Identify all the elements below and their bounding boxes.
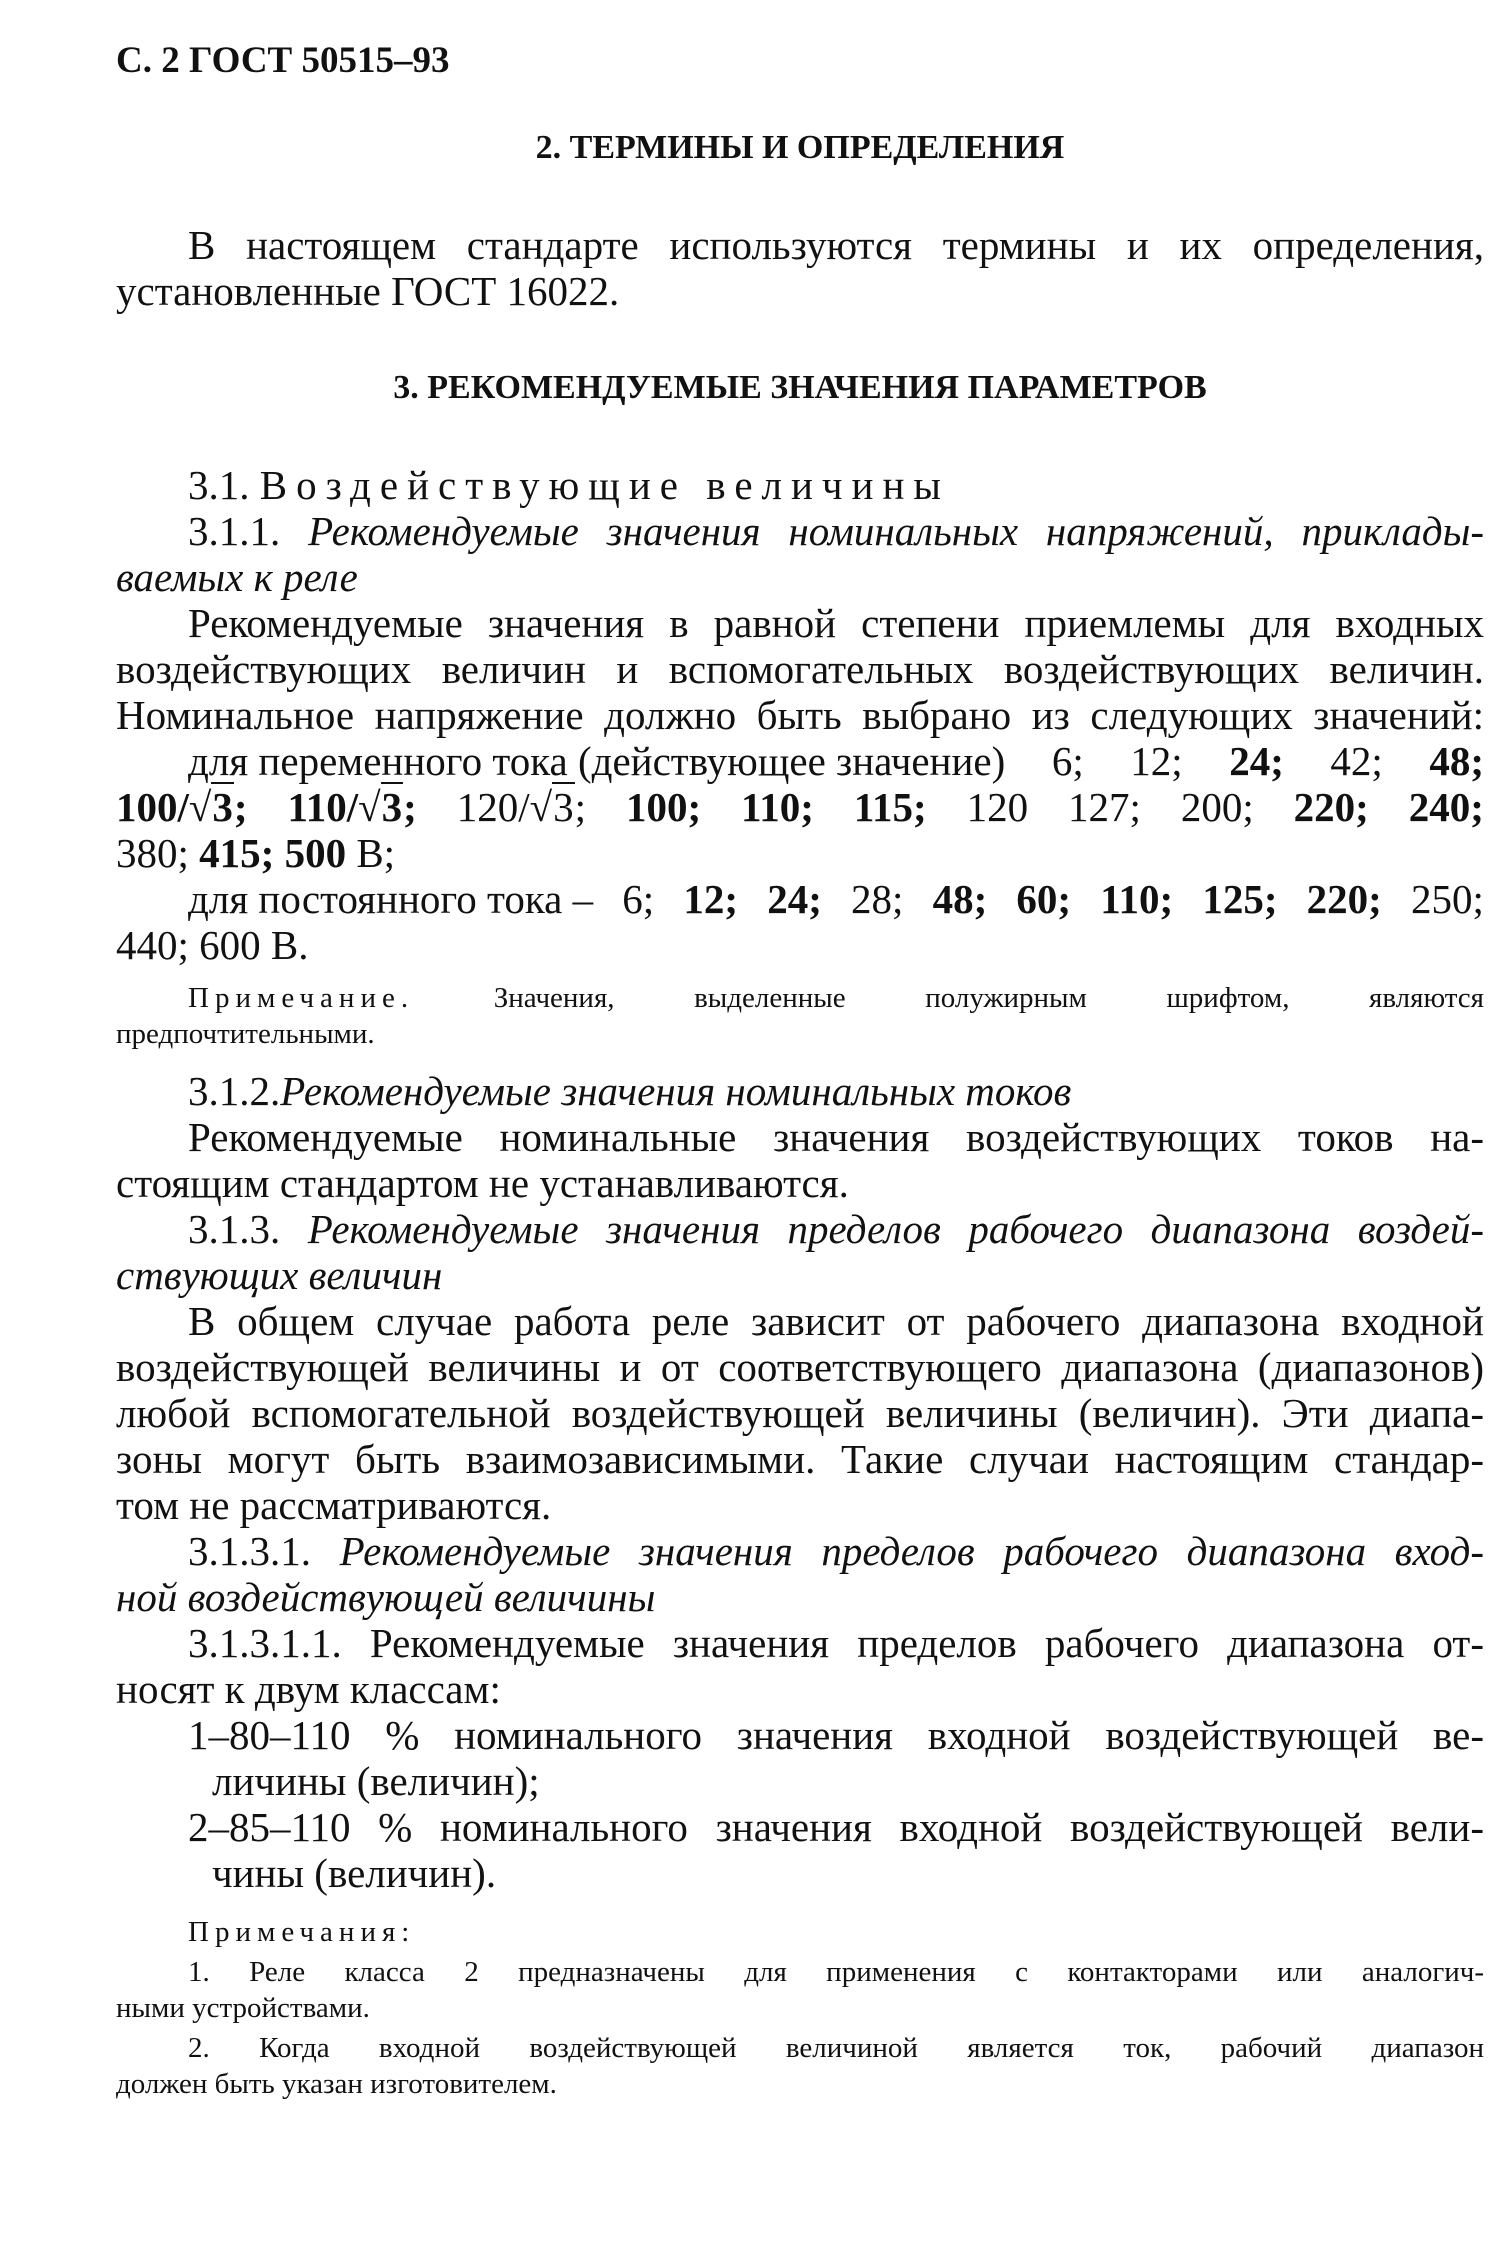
paragraph-line: Рекомендуемые значения в равной степени приемлемы для входных [188, 600, 1484, 646]
subsection-title-cont: ваемых к реле [116, 554, 358, 600]
value-preferred: 24; [767, 876, 822, 922]
notes-label: Примечания: [188, 1916, 416, 1948]
paragraph-line: зоны могут быть взаимозависимыми. Такие случаи настоящим стандар- [116, 1436, 1484, 1482]
value: 127; [1068, 784, 1141, 830]
value-preferred: 415; [199, 830, 275, 876]
note-label: Примечание. [188, 982, 415, 1014]
paragraph-line: Номинальное напряжение должно быть выбрано из следующих значений: [116, 692, 1484, 738]
unit: В; [356, 830, 396, 876]
note-line: должен быть указан изготовителем. [116, 2068, 557, 2100]
subsection-number: 3.1.3.1. [188, 1528, 311, 1574]
subsection-title: Рекомендуемые значения номинальных токов [280, 1068, 1072, 1114]
value: 120 [966, 784, 1029, 830]
section-2-text-line: В настоящем стандарте используются термины и их определения, [188, 222, 1484, 268]
paragraph-line: В общем случае работа реле зависит от рабочего диапазона входной [188, 1298, 1484, 1344]
subsection-3-1-heading [188, 462, 1484, 509]
value-preferred: 125; [1202, 876, 1278, 922]
value: 6; [622, 876, 655, 922]
value: 42; [1330, 738, 1383, 784]
value: 120/√3; [456, 784, 587, 830]
page-header: С. 2 ГОСТ 50515–93 [116, 40, 450, 81]
value-preferred: 500 [284, 830, 347, 876]
value: 6; [1051, 738, 1084, 784]
subsection-title: Рекомендуемые значения пределов рабочего диапазона воздей- [307, 1206, 1485, 1252]
subsection-title-cont: ствующих величин [116, 1252, 443, 1298]
subsection-3-1-1-heading [188, 508, 1484, 555]
subsection-title-cont: ной воздействующей величины [116, 1574, 656, 1620]
note-text: Значения, выделенные полужирным шрифтом, являются [493, 982, 1485, 1014]
dc-voltage-line [188, 876, 1484, 923]
paragraph-line: воздействующей величины и от соответствующего диапазона (диапазонов) [116, 1344, 1484, 1390]
dc-label: для постоянного тока – [188, 876, 594, 922]
value: 200; [1180, 784, 1254, 830]
class-1-line: 1–80–110 % номинального значения входной воздействующей ве- [188, 1712, 1484, 1758]
paragraph-line: стоящим стандартом не устанавливаются. [116, 1160, 849, 1206]
value-preferred: 48; [1429, 738, 1484, 784]
value-preferred: 240; [1408, 784, 1484, 830]
value-preferred: 24; [1229, 738, 1284, 784]
value: 12; [1130, 738, 1183, 784]
ac-voltage-line [116, 830, 1484, 877]
note-line: ными устройствами. [116, 1992, 370, 2024]
value-preferred: 12; [683, 876, 739, 922]
dc-voltage-line: 440; 600 В. [116, 922, 309, 968]
paragraph-line: 3.1.3.1.1. Рекомендуемые значения пределов рабочего диапазона от- [188, 1620, 1484, 1666]
section-3-title: 3. РЕКОМЕНДУЕМЫЕ ЗНАЧЕНИЯ ПАРАМЕТРОВ [393, 369, 1207, 406]
note-line: 1. Реле класса 2 предназначены для применения с контакторами или аналогич- [188, 1956, 1484, 1988]
subsection-number: 3.1.1. [188, 508, 281, 554]
class-1-line: личины (величин); [212, 1758, 540, 1804]
subsection-number: 3.1.3. [188, 1206, 281, 1252]
subsection-3-1-2-heading [188, 1068, 1484, 1115]
subsection-title: Рекомендуемые значения номинальных напряжений, приклады- [308, 508, 1484, 554]
note-line: 2. Когда входной воздействующей величиной является ток, рабочий диапазон [188, 2032, 1484, 2064]
value-preferred: 115; [853, 784, 927, 830]
value-preferred: 110; [741, 784, 814, 830]
value-preferred: 220; [1306, 876, 1382, 922]
subsection-number: 3.1. [188, 462, 250, 508]
value-preferred: 110; [1100, 876, 1174, 922]
note-line: предпочтительными. [116, 1018, 375, 1050]
subsection-3-1-3-1-heading [188, 1528, 1484, 1575]
value: 380; [116, 830, 189, 876]
paragraph-line: воздействующих величин и вспомогательных воздействующих величин. [116, 646, 1484, 692]
value-preferred: 48; [932, 876, 988, 922]
subsection-3-1-title: Воздействующие величины [259, 462, 950, 508]
value-preferred: 220; [1293, 784, 1369, 830]
value: 28; [851, 876, 904, 922]
class-2-line: 2–85–110 % номинального значения входной воздействующей вели- [188, 1804, 1484, 1850]
value: 250; [1410, 876, 1484, 922]
value-preferred: 100; [625, 784, 702, 830]
section-2-title: 2. ТЕРМИНЫ И ОПРЕДЕЛЕНИЯ [535, 129, 1065, 166]
value-preferred: 110/√3; [287, 784, 417, 830]
paragraph-line: Рекомендуемые номинальные значения воздействующих токов на- [188, 1114, 1484, 1160]
paragraph-line: любой вспомогательной воздействующей величины (величин). Эти диапа- [116, 1390, 1484, 1436]
class-2-line: чины (величин). [212, 1850, 497, 1896]
ac-label: для переменного тока (действующее значение) [188, 738, 1006, 784]
ac-voltage-line [188, 738, 1484, 785]
section-2-text-line: установленные ГОСТ 16022. [116, 268, 620, 314]
subsection-number: 3.1.2. [188, 1068, 281, 1114]
paragraph-line: носят к двум классам: [116, 1666, 501, 1712]
subsection-3-1-3-heading [188, 1206, 1484, 1253]
paragraph-line: том не рассматриваются. [116, 1482, 552, 1528]
value-preferred: 60; [1016, 876, 1072, 922]
value-preferred: 100/√3; [116, 784, 248, 830]
note-line [188, 982, 1484, 1015]
ac-voltage-line [116, 784, 1484, 831]
subsection-title: Рекомендуемые значения пределов рабочего диапазона вход- [339, 1528, 1485, 1574]
